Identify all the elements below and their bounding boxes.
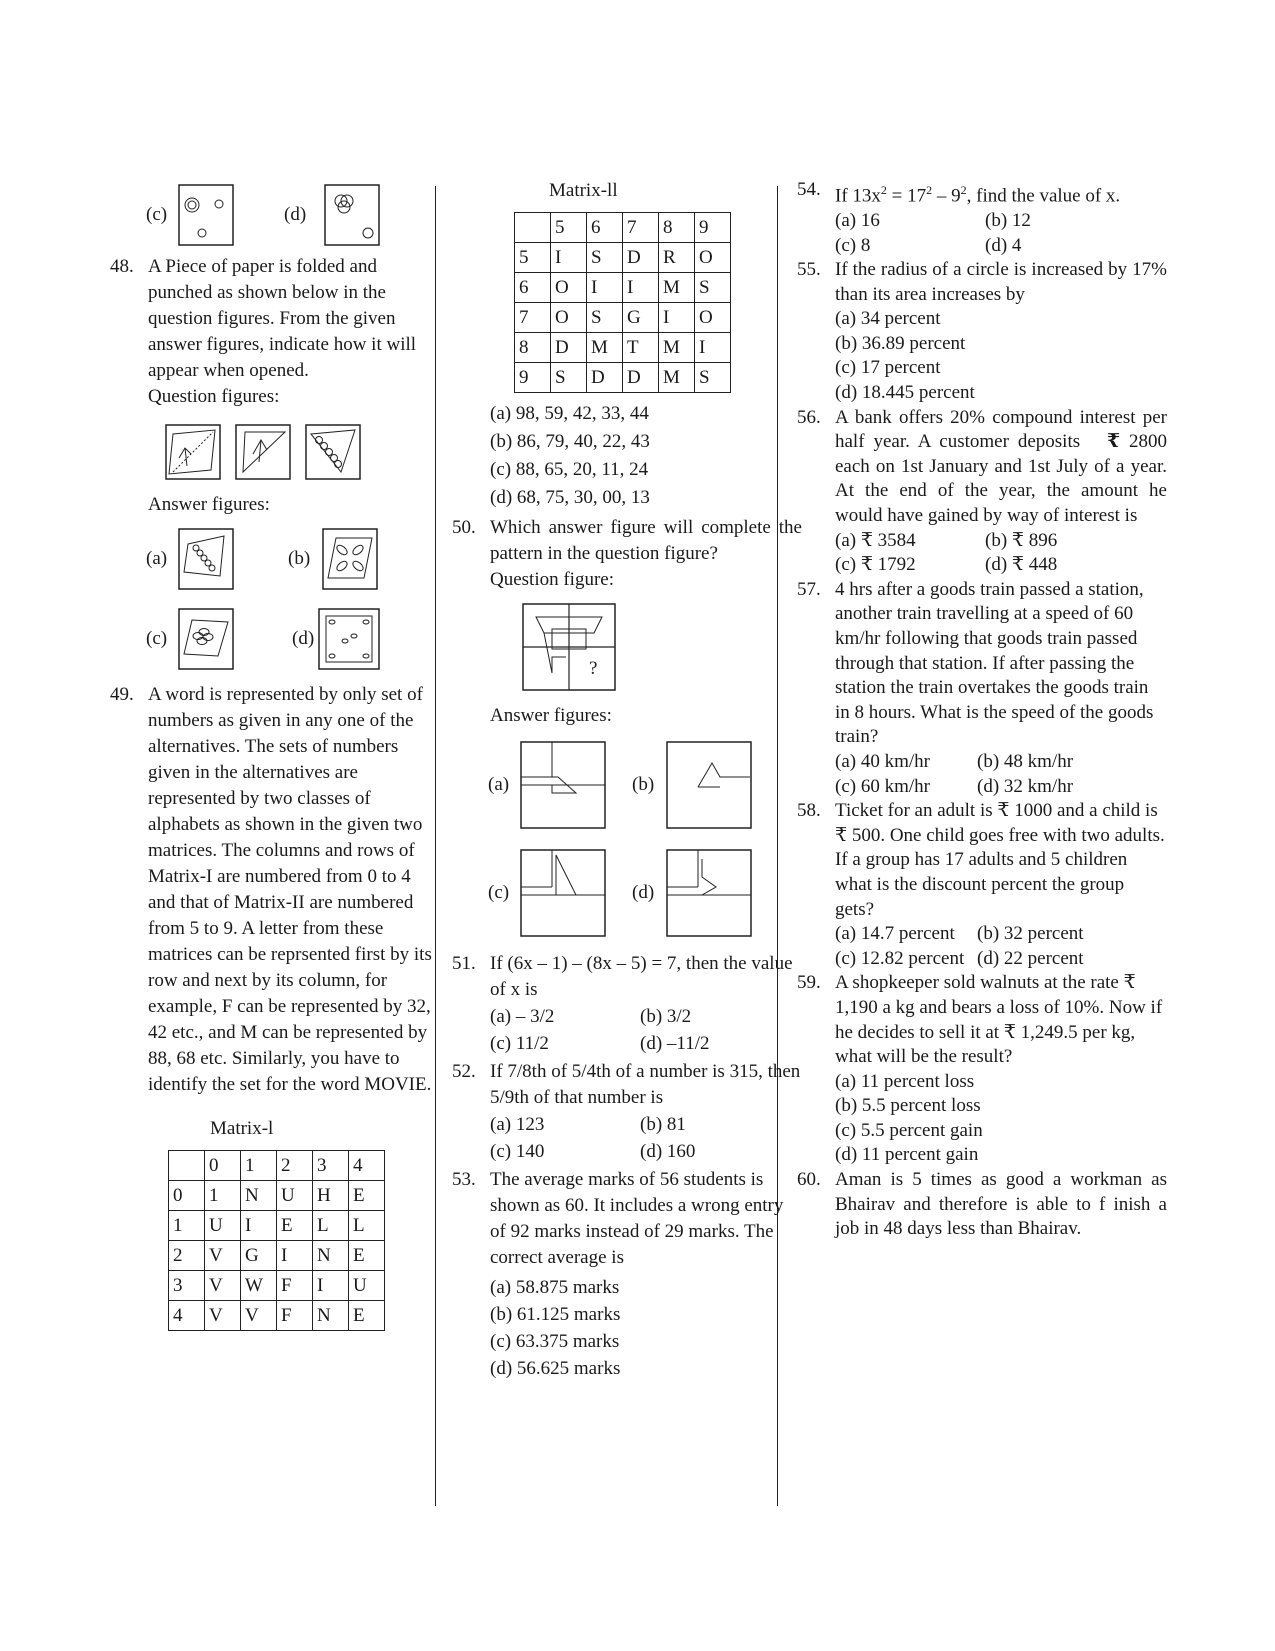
q50-label-c: (c) <box>488 882 510 903</box>
option-d[interactable]: (d) 18.445 percent <box>835 382 975 404</box>
q48-label-d: (d) <box>292 628 315 649</box>
matrix-1-title: Matrix-l <box>210 1118 274 1139</box>
option-c[interactable]: (c) 63.375 marks <box>490 1331 620 1352</box>
option-d[interactable]: (d) 160 <box>640 1141 696 1162</box>
question-50 <box>452 515 802 567</box>
matrix-2-row <box>515 303 731 333</box>
q57-options <box>797 750 1167 799</box>
matrix-1-cell: E <box>349 1241 385 1271</box>
option-a[interactable]: (a) 40 km/hr <box>835 750 930 772</box>
matrix-1-cell: N <box>313 1301 349 1331</box>
q48-question-figures-label: Question figures: <box>148 386 280 407</box>
matrix-1-cell: E <box>349 1181 385 1211</box>
question-text: 4 hrs after a goods train passed a station, another train travelling at a speed of 60 km/hr following that goods train passed through that station. If after passing the station the train overtakes the goods train in 8 hours. What is the speed of the goods train? <box>835 578 1154 748</box>
matrix-2-cell: I <box>623 273 659 303</box>
q59-options <box>797 1070 1167 1168</box>
matrix-2-cell: 6 <box>587 213 623 243</box>
q52-options <box>452 1111 802 1165</box>
matrix-2-cell: S <box>587 243 623 273</box>
matrix-1-cell: V <box>241 1301 277 1331</box>
q48-ansfig-c <box>178 608 234 670</box>
question-48 <box>110 254 442 384</box>
q50-label-a: (a) <box>488 774 510 795</box>
option-c[interactable]: (c) ₹ 1792 <box>835 554 916 576</box>
q48-ansfig-a <box>178 528 234 590</box>
option-d[interactable]: (d) 11 percent gain <box>835 1144 979 1166</box>
option-b[interactable]: (b) 32 percent <box>977 923 1084 945</box>
q48-label-a: (a) <box>146 548 168 569</box>
question-60 <box>797 1168 1167 1242</box>
q50-ansfig-c <box>520 849 606 937</box>
column-2 <box>452 178 802 1382</box>
matrix-1-cell: 3 <box>313 1151 349 1181</box>
option-d[interactable]: (d) 4 <box>985 234 1022 256</box>
option-a[interactable]: (a) 58.875 marks <box>490 1277 620 1298</box>
question-number: 55. <box>797 259 821 281</box>
matrix-1-cell: 0 <box>169 1181 205 1211</box>
matrix-1-cell: F <box>277 1271 313 1301</box>
q48-ansfig-b <box>322 528 378 590</box>
matrix-2-title: Matrix-ll <box>549 180 618 201</box>
q47-label-c: (c) <box>146 204 168 225</box>
matrix-2-cell: D <box>623 243 659 273</box>
matrix-2-cell: 6 <box>515 273 551 303</box>
option-a[interactable]: (a) ₹ 3584 <box>835 529 916 551</box>
matrix-1-cell: E <box>277 1211 313 1241</box>
question-54 <box>797 178 1167 209</box>
option-c[interactable]: (c) 60 km/hr <box>835 775 930 797</box>
matrix-2-cell: I <box>695 333 731 363</box>
matrix-1-cell: L <box>313 1211 349 1241</box>
matrix-2-cell <box>515 213 551 243</box>
question-number: 49. <box>110 684 134 705</box>
question-51 <box>452 951 802 1003</box>
question-59 <box>797 971 1167 1069</box>
matrix-2-row <box>515 273 731 303</box>
option-b[interactable]: (b) 48 km/hr <box>977 750 1074 772</box>
matrix-1-cell: U <box>349 1271 385 1301</box>
question-49 <box>110 682 442 1098</box>
matrix-1-cell: 1 <box>169 1211 205 1241</box>
matrix-1-cell: U <box>277 1181 313 1211</box>
q48-answer-figures-label: Answer figures: <box>148 494 270 515</box>
question-number: 56. <box>797 406 821 428</box>
matrix-1-cell: V <box>205 1271 241 1301</box>
option-d[interactable]: (d) –11/2 <box>640 1033 710 1054</box>
question-text: If $13x^2 = 17^2 - 9^2$, find the value of x. <box>835 183 1121 207</box>
question-text: If (6x – 1) – (8x – 5) = 7, then the value of x is <box>490 953 793 1000</box>
question-number: 50. <box>452 517 476 538</box>
matrix-2-cell: D <box>587 363 623 393</box>
matrix-2-row <box>515 213 731 243</box>
matrix-1-row <box>169 1241 385 1271</box>
q58-options <box>797 922 1167 971</box>
q56-options <box>797 529 1167 578</box>
matrix-2-cell: 5 <box>515 243 551 273</box>
matrix-1-cell: V <box>205 1301 241 1331</box>
option-c[interactable]: (c) 88, 65, 20, 11, 24 <box>490 459 649 480</box>
q55-options <box>797 307 1167 405</box>
option-b[interactable]: (b) 12 <box>985 209 1031 231</box>
matrix-1-cell: 4 <box>169 1301 205 1331</box>
q50-question-figure <box>522 603 616 691</box>
matrix-2-cell: O <box>695 303 731 333</box>
question-52 <box>452 1059 802 1111</box>
matrix-2-cell: G <box>623 303 659 333</box>
matrix-1-cell: I <box>313 1271 349 1301</box>
option-d[interactable]: (d) 56.625 marks <box>490 1358 621 1379</box>
question-number: 58. <box>797 800 821 822</box>
matrix-2-cell: 9 <box>515 363 551 393</box>
matrix-1-cell: 0 <box>205 1151 241 1181</box>
option-b[interactable]: (b) ₹ 896 <box>985 529 1058 551</box>
question-number: 48. <box>110 256 134 277</box>
question-text: Ticket for an adult is ₹ 1000 and a child is ₹ 500. One child goes free with two adults. If a group has 17 adults and 5 children what is the discount percent the group gets? <box>835 800 1165 920</box>
matrix-1-cell: G <box>241 1241 277 1271</box>
q48-qfig-3 <box>305 424 361 480</box>
question-number: 60. <box>797 1169 821 1191</box>
question-text: If the radius of a circle is increased by 17% than its area increases by <box>835 259 1167 305</box>
q50-ansfig-d <box>666 849 752 937</box>
q50-question-figure-label: Question figure: <box>490 569 615 590</box>
option-c[interactable]: (c) 12.82 percent <box>835 947 965 969</box>
matrix-2-cell: 7 <box>515 303 551 333</box>
q50-label-b: (b) <box>632 774 655 795</box>
option-c[interactable]: (c) 5.5 percent gain <box>835 1119 983 1141</box>
q54-options <box>797 209 1167 258</box>
option-d[interactable]: (d) 68, 75, 30, 00, 13 <box>490 487 650 508</box>
option-b[interactable]: (b) 86, 79, 40, 22, 43 <box>490 431 650 452</box>
matrix-2-cell: T <box>623 333 659 363</box>
matrix-2-row <box>515 333 731 363</box>
question-55 <box>797 258 1167 307</box>
matrix-2-cell: 8 <box>515 333 551 363</box>
option-c[interactable]: (c) 11/2 <box>490 1033 549 1054</box>
matrix-1-cell: N <box>241 1181 277 1211</box>
matrix-1-row <box>169 1211 385 1241</box>
question-53 <box>452 1167 802 1271</box>
matrix-1-row <box>169 1271 385 1301</box>
matrix-2-cell: 7 <box>623 213 659 243</box>
matrix-2-cell: M <box>659 333 695 363</box>
q50-label-d: (d) <box>632 882 655 903</box>
question-57 <box>797 578 1167 750</box>
matrix-2-row <box>515 243 731 273</box>
q47-label-d: (d) <box>284 204 307 225</box>
question-number: 52. <box>452 1061 476 1082</box>
option-b[interactable]: (b) 81 <box>640 1114 686 1135</box>
option-c[interactable]: (c) 8 <box>835 234 871 256</box>
question-text: A word is represented by only set of numbers as given in any one of the alternatives. The sets of numbers given in the alternatives are represented by two classes of alphabets as shown in the given two matrices. The columns and rows of Matrix-I are numbered from 0 to 4 and that of Matrix-II are numbered from 5 to 9. A letter from these matrices can be reprsented first by its row and next by its column, for example, F can be represented by 32, 42 etc., and M can be represented by 88, 68 etc. Similarly, you have to identify the set for the word MOVIE. <box>148 684 432 1095</box>
question-text: If 7/8th of 5/4th of a number is 315, then 5/9th of that number is <box>490 1061 801 1108</box>
option-c[interactable]: (c) 17 percent <box>835 357 941 379</box>
matrix-1-row <box>169 1151 385 1181</box>
q51-options <box>452 1003 802 1057</box>
q48-question-figures <box>165 424 442 480</box>
option-a[interactable]: (a) 14.7 percent <box>835 923 955 945</box>
matrix-1-cell: W <box>241 1271 277 1301</box>
matrix-2-cell: S <box>695 273 731 303</box>
matrix-2-cell: 8 <box>659 213 695 243</box>
q49-options <box>452 401 802 511</box>
q50-answer-row-2 <box>488 849 802 937</box>
matrix-1-cell <box>169 1151 205 1181</box>
matrix-2-row <box>515 363 731 393</box>
q48-answer-row-1 <box>146 528 442 590</box>
matrix-1-cell: H <box>313 1181 349 1211</box>
matrix-1-cell: I <box>241 1211 277 1241</box>
matrix-2-cell: S <box>551 363 587 393</box>
rupee-icon: ₹ <box>1106 431 1121 453</box>
matrix-2-cell: M <box>587 333 623 363</box>
option-b[interactable]: (b) 61.125 marks <box>490 1304 621 1325</box>
matrix-1-cell: 2 <box>169 1241 205 1271</box>
option-b[interactable]: (b) 3/2 <box>640 1006 692 1027</box>
question-number: 53. <box>452 1169 476 1190</box>
option-c[interactable]: (c) 140 <box>490 1141 545 1162</box>
q50-answer-row-1 <box>488 741 802 829</box>
q47-figure-c <box>178 184 234 246</box>
question-text: A shopkeeper sold walnuts at the rate ₹ 1,190 a kg and bears a loss of 10%. Now if he decides to sell it at ₹ 1,249.5 per kg, what will be the result? <box>835 972 1163 1068</box>
matrix-1-cell: U <box>205 1211 241 1241</box>
option-d[interactable]: (d) 32 km/hr <box>977 775 1074 797</box>
question-number: 57. <box>797 578 821 600</box>
q53-options <box>452 1274 802 1382</box>
question-text: Which answer figure will complete the pattern in the question figure? <box>490 517 802 564</box>
matrix-2-cell: R <box>659 243 695 273</box>
question-text: The average marks of 56 students is shown as 60. It includes a wrong entry of 92 marks instead of 29 marks. The correct average is <box>490 1169 784 1268</box>
matrix-2-cell: I <box>587 273 623 303</box>
matrix-2-cell: D <box>551 333 587 363</box>
option-a[interactable]: (a) – 3/2 <box>490 1006 555 1027</box>
matrix-1-row <box>169 1301 385 1331</box>
q50-answer-figures-label: Answer figures: <box>490 705 612 726</box>
option-b[interactable]: (b) 5.5 percent loss <box>835 1095 981 1117</box>
question-number: 51. <box>452 953 476 974</box>
matrix-1-cell: 4 <box>349 1151 385 1181</box>
matrix-2-cell: I <box>551 243 587 273</box>
question-58 <box>797 799 1167 922</box>
column-3 <box>797 178 1167 1242</box>
matrix-2-cell: M <box>659 363 695 393</box>
matrix-2-cell: O <box>551 273 587 303</box>
q48-qfig-2 <box>235 424 291 480</box>
q48-ansfig-d <box>318 608 380 670</box>
option-a[interactable]: (a) 98, 59, 42, 33, 44 <box>490 403 649 424</box>
q48-label-c: (c) <box>146 628 168 649</box>
option-d[interactable]: (d) 22 percent <box>977 947 1084 969</box>
matrix-1-cell: E <box>349 1301 385 1331</box>
column-1 <box>110 178 442 1331</box>
matrix-2-cell: M <box>659 273 695 303</box>
q47-figures-tail <box>146 184 442 246</box>
matrix-1-cell: 1 <box>205 1181 241 1211</box>
matrix-2-cell: D <box>623 363 659 393</box>
q50-ansfig-b <box>666 741 752 829</box>
q48-qfig-1 <box>165 424 221 480</box>
q50-question-mark: ? <box>589 658 598 679</box>
matrix-1-row <box>169 1181 385 1211</box>
question-text: Aman is 5 times as good a workman as Bhairav and therefore is able to f inish a job in 48 days less than Bhairav. <box>835 1169 1167 1240</box>
option-a[interactable]: (a) 11 percent loss <box>835 1070 975 1092</box>
matrix-2-cell: I <box>659 303 695 333</box>
matrix-2-cell: O <box>695 243 731 273</box>
matrix-1-cell: N <box>313 1241 349 1271</box>
question-number: 59. <box>797 972 821 994</box>
matrix-1-cell: 1 <box>241 1151 277 1181</box>
matrix-2-cell: S <box>695 363 731 393</box>
question-number: 54. <box>797 179 821 200</box>
matrix-1-cell: V <box>205 1241 241 1271</box>
q48-answer-row-2 <box>146 608 442 670</box>
question-text: A Piece of paper is folded and punched as shown below in the question figures. From the given answer figures, indicate how it will appear when opened. <box>148 256 417 381</box>
matrix-1-cell: I <box>277 1241 313 1271</box>
matrix-1 <box>168 1150 385 1331</box>
q48-label-b: (b) <box>288 548 311 569</box>
matrix-1-cell: L <box>349 1211 385 1241</box>
matrix-2 <box>514 212 731 393</box>
question-text: A bank offers 20% compound interest per half year. A customer deposits ₹ 2800 each on 1st January and 1st July of a year. At the end of the year, the amount he would have gained by way of interest is <box>835 406 1168 527</box>
matrix-2-cell: S <box>587 303 623 333</box>
q50-ansfig-a <box>520 741 606 829</box>
matrix-2-cell: 5 <box>551 213 587 243</box>
option-a[interactable]: (a) 123 <box>490 1114 545 1135</box>
option-b[interactable]: (b) 36.89 percent <box>835 332 966 354</box>
option-d[interactable]: (d) ₹ 448 <box>985 554 1058 576</box>
matrix-1-cell: 2 <box>277 1151 313 1181</box>
option-a[interactable]: (a) 34 percent <box>835 308 941 330</box>
question-56 <box>797 406 1167 529</box>
matrix-2-cell: O <box>551 303 587 333</box>
matrix-1-cell: F <box>277 1301 313 1331</box>
matrix-2-cell: 9 <box>695 213 731 243</box>
option-a[interactable]: (a) 16 <box>835 209 880 231</box>
q47-figure-d <box>324 184 380 246</box>
matrix-1-cell: 3 <box>169 1271 205 1301</box>
